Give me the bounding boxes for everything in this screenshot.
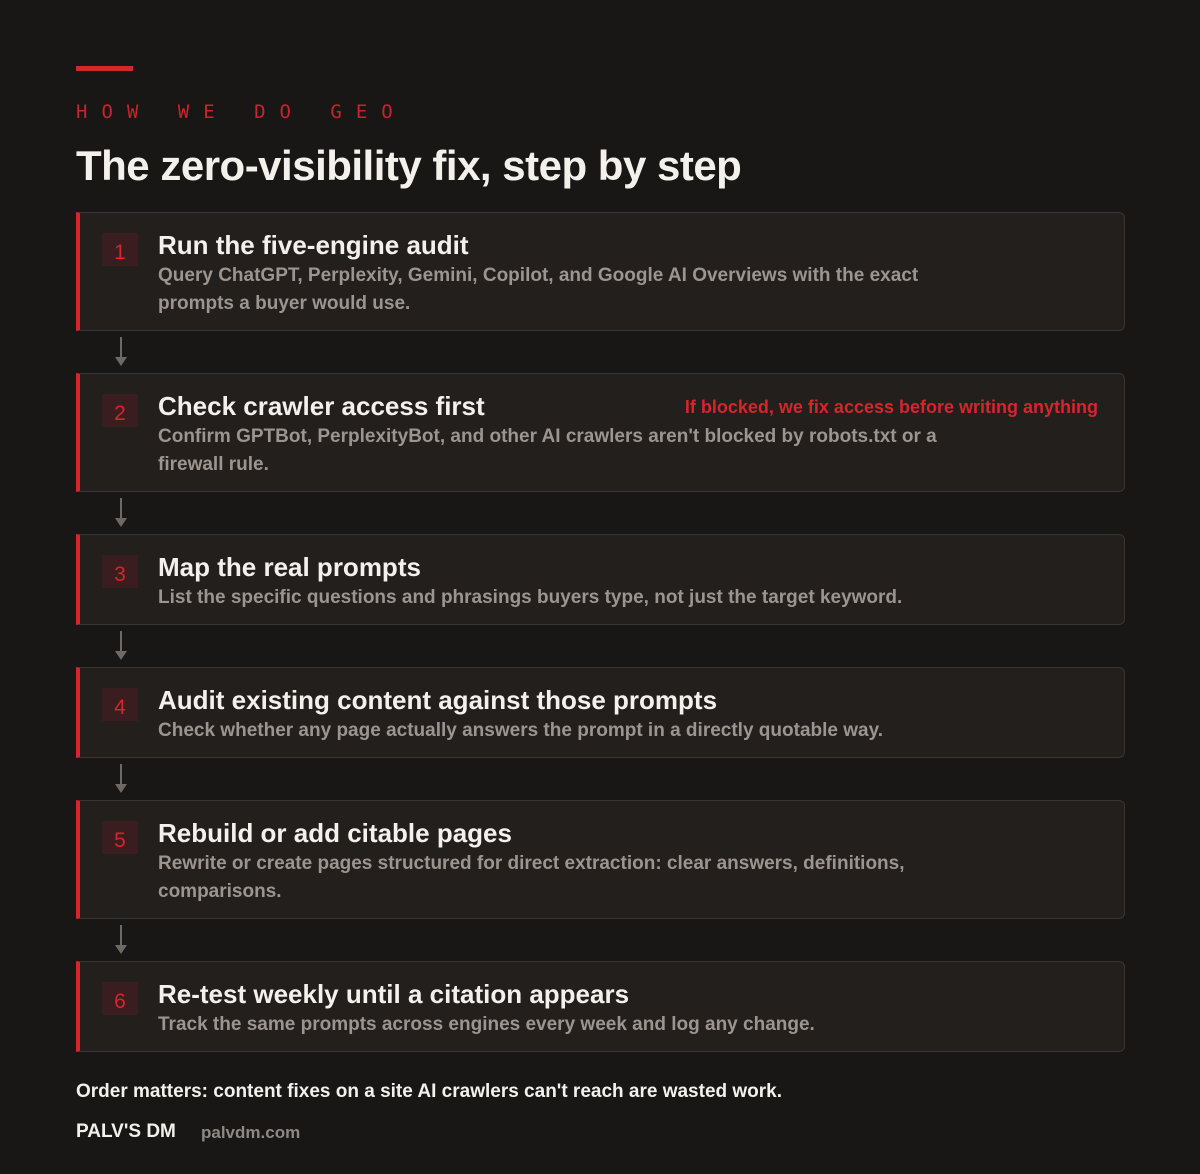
step-card-5 (76, 800, 1125, 919)
page-title: The zero-visibility fix, step by step (76, 142, 742, 189)
accent-bar (76, 66, 133, 71)
flow-arrow-icon (76, 492, 116, 534)
steps-flow (76, 212, 1125, 1052)
step-description: Confirm GPTBot, PerplexityBot, and other AI crawlers aren't blocked by robots.txt or a firewall rule. (158, 426, 937, 475)
step-card-1 (76, 212, 1125, 331)
flow-arrow-icon (76, 758, 116, 800)
flow-arrow-icon (76, 919, 116, 961)
eyebrow-label: HOW WE DO GEO (76, 101, 407, 123)
brand-name: PALV'S DM (76, 1121, 176, 1142)
step-number-badge: 6 (102, 982, 138, 1015)
step-card-2 (76, 373, 1125, 492)
step-callout-note: If blocked, we fix access before writing anything (684, 397, 1098, 417)
step-description: Track the same prompts across engines every week and log any change. (158, 1014, 815, 1035)
step-description: Check whether any page actually answers the prompt in a directly quotable way. (158, 720, 884, 741)
flow-arrow-icon (76, 331, 116, 373)
step-title: Map the real prompts (158, 552, 421, 582)
step-card-3 (76, 534, 1125, 625)
step-card-4 (76, 667, 1125, 758)
step-title: Re-test weekly until a citation appears (158, 979, 630, 1009)
flow-arrow-icon (76, 625, 116, 667)
step-number-badge: 3 (102, 555, 138, 588)
step-description: List the specific questions and phrasings buyers type, not just the target keyword. (158, 587, 903, 608)
footer-note: Order matters: content fixes on a site AI crawlers can't reach are wasted work. (76, 1081, 783, 1102)
step-number-badge: 2 (102, 394, 138, 427)
step-title: Run the five-engine audit (158, 230, 469, 260)
step-title: Check crawler access first (158, 391, 485, 421)
step-title: Audit existing content against those prompts (158, 685, 718, 715)
step-card-6 (76, 961, 1125, 1052)
step-title: Rebuild or add citable pages (158, 818, 512, 848)
brand-domain: palvdm.com (201, 1123, 301, 1142)
step-number-badge: 4 (102, 688, 138, 721)
step-number-badge: 5 (102, 821, 138, 854)
step-number-badge: 1 (102, 233, 138, 266)
step-description: Query ChatGPT, Perplexity, Gemini, Copilot, and Google AI Overviews with the exact prompts a buyer would use. (158, 265, 919, 314)
step-description: Rewrite or create pages structured for direct extraction: clear answers, definitions, comparisons. (158, 853, 905, 902)
